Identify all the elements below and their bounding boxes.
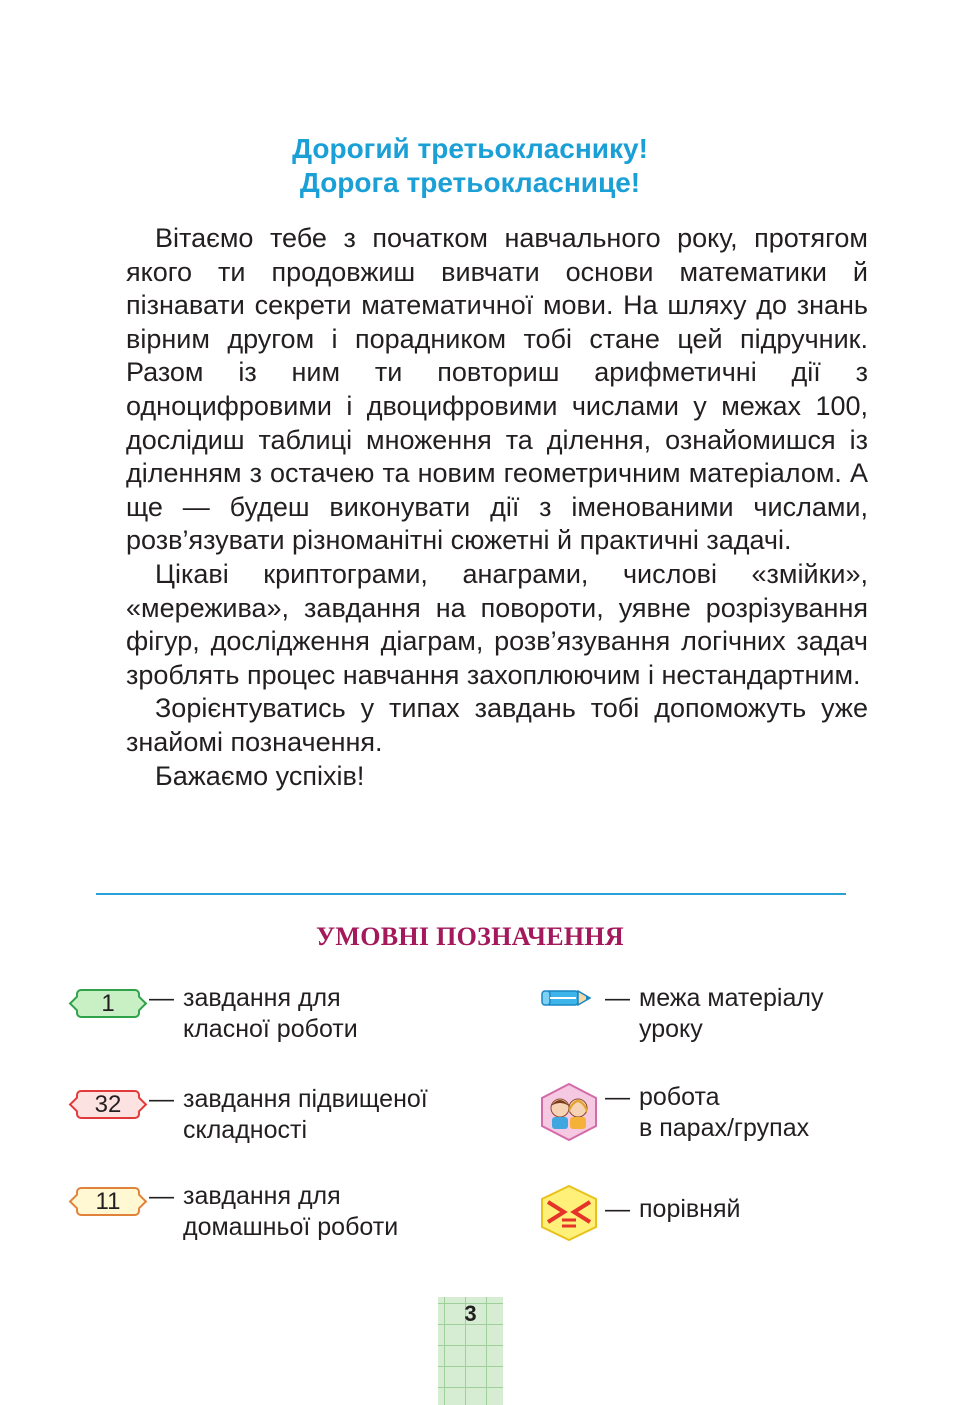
paragraph: Цікаві криптограми, анаграми, числові «змійки», «мережива», завдання на повороти, уявне розрізування фігур, дослідження діаграм, розв’язування логічних задач зроблять процес навчання захоплюючим і нестандартним. [126, 558, 868, 690]
legend-item-advanced [149, 1084, 428, 1146]
paragraph: Вітаємо тебе з початком навчального року, протягом якого ти продовжиш вивчати основи математики й пізнавати секрети математичної мови. На шляху до знань вірним другом і порадником тобі стане цей підручник. Разом із ним ти повториш арифметичні дії з одноцифровими і двоцифровими числами у межах 100, дослідиш таблиці множення та ділення, ознайомишся із діленням з остачею та новим геометричним матеріалом. А ще — будеш виконувати дії з іменованими числами, розв’язувати різноманітні сюжетні й практичні задачі. [126, 223, 868, 556]
legend-label: в парах/групах [639, 1114, 810, 1142]
dash: — [605, 984, 630, 1012]
legend-item-compare [605, 1194, 741, 1225]
greeting-line-2: Дорога третьокласнице! [299, 167, 641, 198]
legend-label: класної роботи [183, 1015, 358, 1043]
paragraph: Бажаємо успіхів! [155, 760, 365, 791]
compare-icon [540, 1184, 598, 1242]
divider [96, 893, 846, 895]
legend-label: складності [183, 1116, 308, 1144]
legend-label: межа матеріалу [639, 984, 824, 1012]
tag-number: 11 [95, 1188, 121, 1215]
legend-label: порівняй [639, 1195, 741, 1223]
page-number: 3 [464, 1301, 477, 1326]
legend-item-homework [149, 1181, 398, 1243]
legend-label: уроку [639, 1015, 703, 1043]
dash: — [605, 1083, 630, 1111]
page-number-box [438, 1297, 503, 1405]
dash: — [149, 1182, 174, 1210]
greeting [0, 132, 940, 200]
greeting-line-1: Дорогий третьокласнику! [292, 133, 648, 164]
legend-label: робота [639, 1083, 720, 1111]
red-tag-icon [76, 1090, 140, 1119]
legend-label: завдання підвищеної [183, 1085, 428, 1113]
dash: — [149, 1085, 174, 1113]
legend-label: домашньої роботи [183, 1213, 399, 1241]
yellow-tag-icon [76, 1187, 140, 1216]
tag-number: 32 [94, 1091, 122, 1118]
dash: — [605, 1195, 630, 1223]
legend-item-lesson-boundary [605, 983, 823, 1045]
dash: — [149, 984, 174, 1012]
legend-label: завдання для [183, 1182, 341, 1210]
intro-text [126, 222, 868, 793]
paragraph: Зорієнтуватись у типах завдань тобі допоможуть уже знайомі позначення. [126, 693, 868, 757]
pair-work-icon [540, 1082, 598, 1142]
legend-title: УМОВНІ ПОЗНАЧЕННЯ [316, 922, 624, 951]
tag-number: 1 [101, 990, 115, 1017]
legend-item-class-work [149, 983, 358, 1045]
legend-label: завдання для [183, 984, 341, 1012]
green-tag-icon [76, 989, 140, 1018]
pencil-icon [540, 987, 592, 1009]
legend-item-pair-work [605, 1082, 809, 1144]
